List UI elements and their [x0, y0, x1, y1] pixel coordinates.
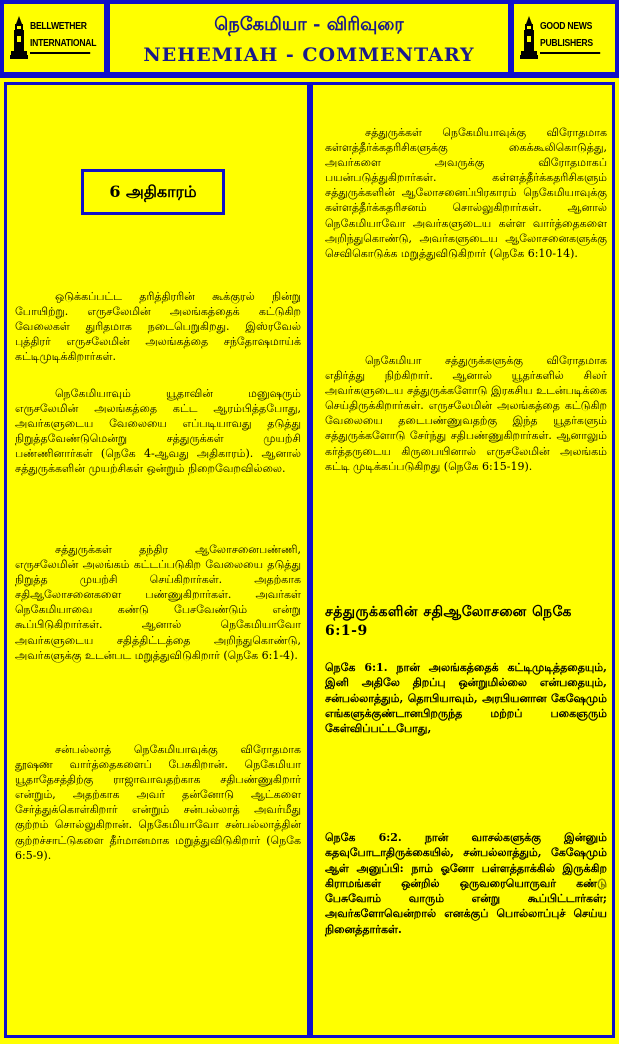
left-column — [4, 82, 310, 1038]
good-news-publishers-logo — [514, 4, 615, 72]
left-paragraph-1 — [15, 289, 301, 364]
chapter-heading: 6 அதிகாரம் — [81, 169, 225, 215]
bellwether-logo-line-2: INTERNATIONAL — [30, 38, 97, 49]
bell-tower-icon — [10, 16, 28, 60]
left-paragraph-1-text: ஒடுக்கப்பட்ட தரித்திரரின் கூக்குரல் நின்று போயிற்று. எருசலேமின் அலங்கத்தைக் கட்டுகிற வேலைகள் துரிதமாக நடைபெறுகிறது. இஸ்ரவேல் புத்திரர் எருசலேமின் அலங்கத்தை சந்தோஷமாய்க் கட்டிமுடிக்கிறார்கள். — [15, 290, 301, 364]
good-news-logo-line-1: GOOD NEWS — [540, 21, 593, 32]
section-heading: சத்துருக்களின் சதிஆலோசனை நெகே 6:1-9 — [325, 604, 572, 639]
left-paragraph-4-text: சன்பல்லாத் நெகேமியாவுக்கு விரோதமாக தூஷண வார்த்தைகளைப் பேசுகிறான். நெகேமியா யூதாதேசத்திற்கு ராஜாவாவதற்காக சதிபண்ணுகிறார் என்றும், அதற்காக அவர் தன்னோடு ஆட்களை சேர்த்துக்கொள்கிறார் என்றும் சன்பல்லாத் அவர்மீது குற்றம் சொல்லுகிறான். நெகேமியாவோ சன்பல்லாத்தின் குற்றச்சாட்டுகளை தீர்மானமாக மறுத்துவிடுகிறார் (நெகே 6:5-9). — [15, 743, 301, 862]
right-paragraph-2-text: நெகேமியா சத்துருக்களுக்கு விரோதமாக எதிர்த்து நிற்கிறார். ஆனால் யூதர்களில் சிலர் அவர்களுடைய சத்துருக்களோடு இரகசிய உடன்படிக்கை செய்திருக்கிறார்கள். எருசலேமின் அலங்கத்தை கட்டுகிற வேலையை தடைபண்ணுவதற்கு இந்த யூதர்களும் சத்துருக்களோடு சேர்ந்து சதிபண்ணுகிறார்கள். ஆனாலும் கர்த்தருடைய கிருபையினால் எருசலேமின் அலங்கம் கட்டி முடிக்கப்படுகிறது (நெகே 6:15-19). — [325, 354, 607, 473]
verse-6-2 — [325, 830, 607, 937]
left-paragraph-2 — [15, 386, 301, 477]
good-news-logo-text — [540, 18, 600, 54]
bellwether-logo-text — [30, 18, 97, 54]
verse-6-1-text: நெகே 6:1. நான் அலங்கத்தைக் கட்டிமுடித்ததையும், இனி அதிலே திறப்பு ஒன்றுமில்லை என்பதையும், சன்பல்லாத்தும், தொபியாவும், அரபியனான கேஷேமும் எங்களுக்குண்டானபிறருந்த மற்றப் பகைஞரும் கேள்விப்பட்டபோது, — [325, 661, 607, 736]
bellwether-logo — [4, 4, 104, 72]
right-paragraph-2 — [325, 353, 607, 474]
right-paragraph-1 — [325, 125, 607, 261]
left-paragraph-2-text: நெகேமியாவும் யூதாவின் மனுஷரும் எருசலேமின் அலங்கத்தை கட்ட ஆரம்பித்தபோது, அவர்களுடைய வேலையை எப்படியாவது தடுத்து நிறுத்தவேண்டுமென்று சத்துருக்கள் முயற்சி பண்ணினார்கள் (நெகே 4-ஆவது அதிகாரம்). ஆனால் சத்துருக்களின் முயற்சிகள் ஒன்றும் நிறைவேறவில்லை. — [15, 387, 301, 476]
left-paragraph-3 — [15, 542, 301, 663]
verse-6-1 — [325, 660, 607, 736]
title-tamil: நெகேமியா - விரிவுரை — [214, 14, 404, 35]
bellwether-logo-line-1: BELLWETHER — [30, 21, 87, 32]
good-news-logo-mark — [520, 14, 610, 62]
bellwether-logo-mark — [10, 14, 100, 62]
right-paragraph-1-text: சத்துருக்கள் நெகேமியாவுக்கு விரோதமாக கள்ளத்தீர்க்கதரிசிகளுக்கு கைக்கூலிகொடுத்து, அவர்களை அவருக்கு விரோதமாகப் பயன்படுத்துகிறார்கள். கள்ளத்தீர்க்கதரிசிகளும் சத்துருக்களின் ஆலோசனைப்பிரகாரம் நெகேமியாவுக்கு கள்ளத்தீர்க்கதரிசனம் சொல்லுகிறார்கள். ஆனால் நெகேமியாவோ அவர்களுடைய கள்ள வார்த்தைகளை அறிந்துகொண்டு, அவர்களுடைய ஆலோசனைகளுக்கு செவிகொடுக்க மறுத்துவிடுகிறார் (நெகே 6:10-14). — [325, 126, 607, 260]
header-banner — [0, 0, 619, 78]
verse-6-2-text: நெகே 6:2. நான் வாசல்களுக்கு இன்னும் கதவுபோடாதிருக்கையில், சன்பல்லாத்தும், கேஷேமும் ஆள் அனுப்பி: நாம் ஓனோ பள்ளத்தாக்கில் இருக்கிற கிராமங்கள் ஒன்றில் ஒருவரையொருவர் கண்டு பேசுவோம் வாரும் என்று கூப்பிட்டார்கள்; அவர்களோவென்றால் எனக்குப் பொல்லாப்புச் செய்ய நினைத்தார்கள். — [325, 831, 607, 936]
right-column — [310, 82, 615, 1038]
left-paragraph-3-text: சத்துருக்கள் தந்திர ஆலோசனைபண்ணி, எருசலேமின் அலங்கம் கட்டப்படுகிற வேலையை தடுத்து நிறுத்த முயற்சி செய்கிறார்கள். அதற்காக சதிஆலோசனைகளை பண்ணுகிறார்கள். அவர்கள் நெகேமியாவை கண்டு பேசவேண்டும் என்று கூப்பிடுகிறார்கள். ஆனால் நெகேமியாவோ அவர்களுடைய சதித்திட்டத்தை அறிந்துகொண்டு, அவர்களுக்கு உடன்பட மறுத்துவிடுகிறார் (நெகே 6:1-4). — [15, 543, 301, 662]
bell-tower-icon-right — [520, 16, 538, 60]
left-paragraph-4 — [15, 742, 301, 863]
title-box — [110, 4, 508, 72]
good-news-logo-line-2: PUBLISHERS — [540, 38, 593, 49]
title-english: NEHEMIAH - COMMENTARY — [143, 44, 475, 66]
